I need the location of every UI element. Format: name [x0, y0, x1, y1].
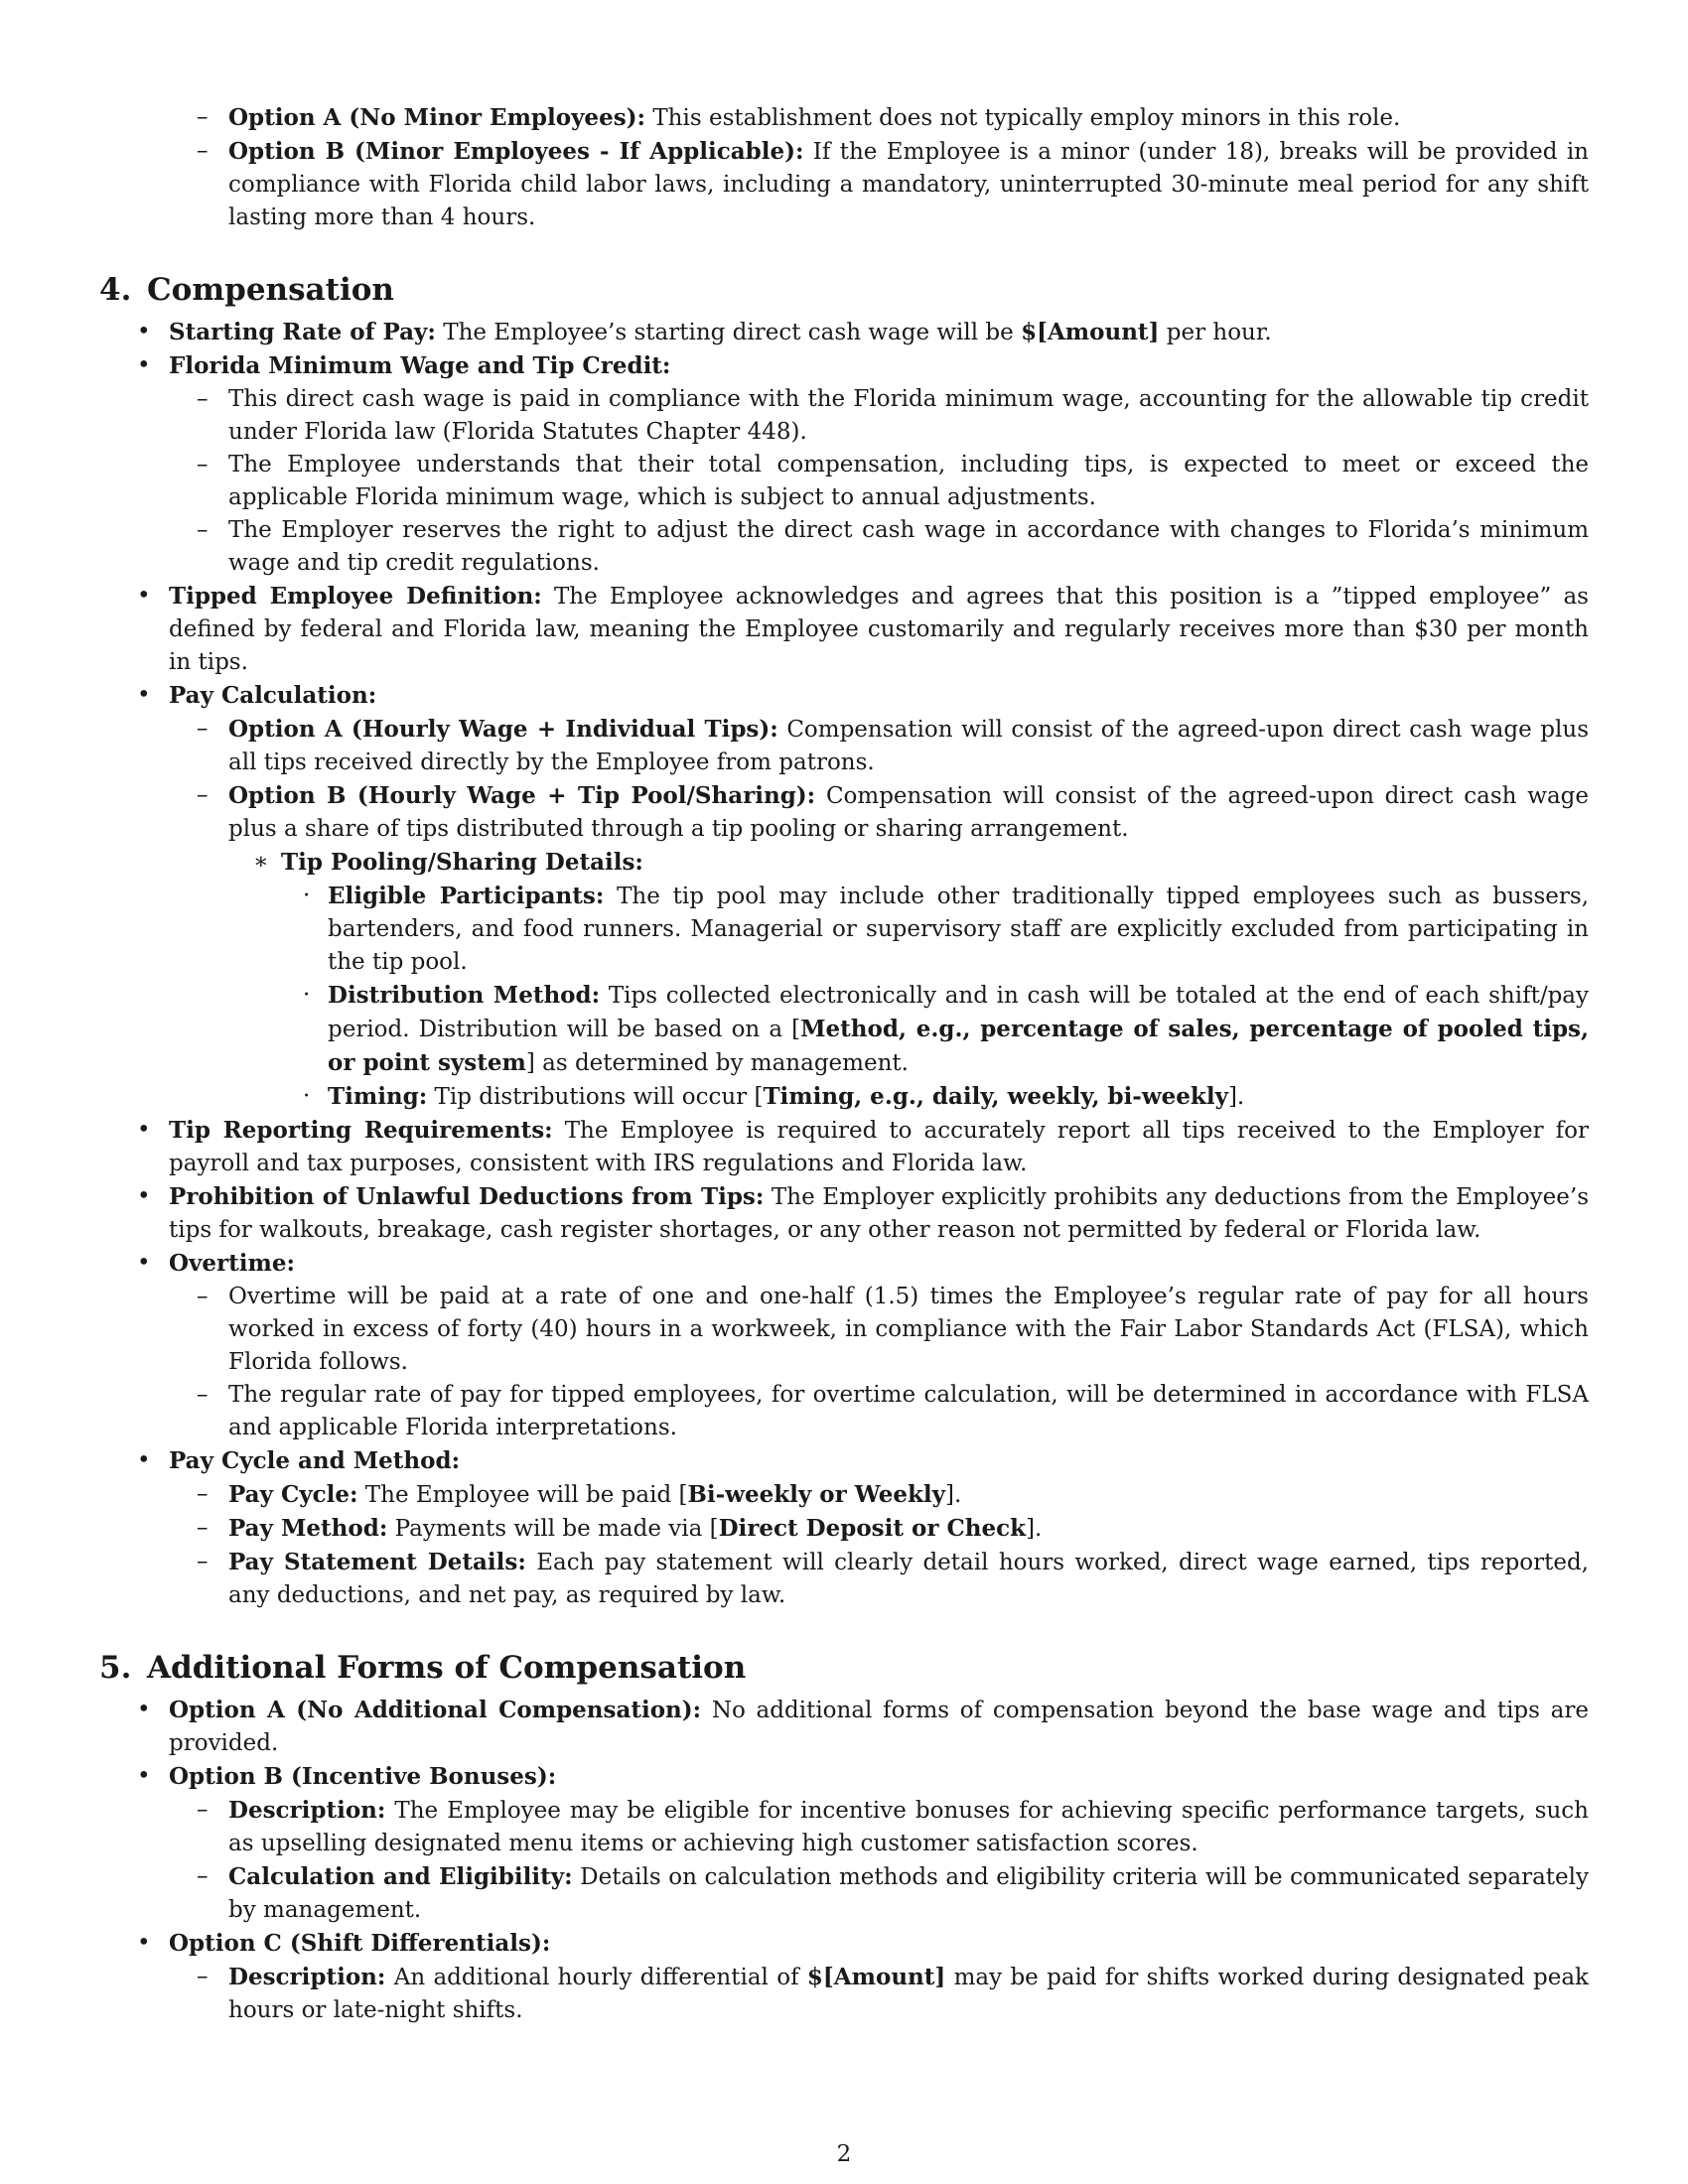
dash-bullet: – — [197, 716, 209, 742]
dash-bullet: – — [197, 138, 209, 164]
asterisk-bullet: ∗ — [253, 849, 269, 875]
list-item-prohibition: • Prohibition of Unlawful Deductions from Tips: The Employer explicitly prohibits any deductions from the Employee’s tips for walkouts, breakage, cash register shortages, or any other reason not permitted by federal or Florida law. — [99, 1180, 1589, 1247]
bullet: • — [137, 1183, 151, 1209]
bullet: • — [137, 352, 151, 378]
list-item-option-a: • Option A (No Additional Compensation): No additional forms of compensation beyond the base wage and tips are provided. — [99, 1694, 1589, 1760]
list-item: – Option A (No Minor Employees): This establishment does not typically employ minors in this role. — [99, 101, 1589, 135]
dash-bullet: – — [197, 1515, 209, 1541]
bullet: • — [137, 583, 151, 609]
dash-bullet: – — [197, 1481, 209, 1507]
list-item: ∗ Tip Pooling/Sharing Details: · Eligible Participants: The tip pool may include other traditionally tipped employees such as bussers, bartenders, and food runners. Managerial or supervisory staff are explicitly excluded from participating in the tip pool. · Distribution Method: Tips collected electronically and in cash will be totaled at the end of each shift/pay period. Distribution will be based on a [Method, e.g., percentage of sales, percentage of pooled tips, or point system] as determined by management. · Timing: Tip distributions will occur [Timing, e.g., daily, weekly, bi-weekly]. — [99, 846, 1589, 1114]
option-b-sublist — [99, 1794, 1589, 1927]
list-item: – Description: An additional hourly differential of $[Amount] may be paid for shifts worked during designated peak hours or late-night shifts. — [99, 1961, 1589, 2027]
dot-bullet: · — [303, 982, 311, 1008]
bullet: • — [137, 1930, 151, 1956]
compensation-list — [99, 316, 1589, 1612]
list-item-pay-cycle: • Pay Cycle and Method: – Pay Cycle: The Employee will be paid [Bi-weekly or Weekly]. – Pay Method: Payments will be made via [Direct Deposit or Check]. – Pay Statement Details: Each pay statement will clearly detail hours worked, direct wage earned, tips reported, any deductions, and net pay, as required by law. — [99, 1444, 1589, 1612]
list-item-tip-reporting: • Tip Reporting Requirements: The Employee is required to accurately report all tips received to the Employer for payroll and tax purposes, consistent with IRS regulations and Florida law. — [99, 1114, 1589, 1180]
dash-bullet: – — [197, 386, 209, 412]
list-item: – The Employer reserves the right to adjust the direct cash wage in accordance with changes to Florida’s minimum wage and tip credit regulations. — [99, 514, 1589, 580]
dash-bullet: – — [197, 1797, 209, 1823]
list-item: – Option A (Hourly Wage + Individual Tips): Compensation will consist of the agreed-upon direct cash wage plus all tips received directly by the Employee from patrons. — [99, 713, 1589, 779]
dot-bullet: · — [303, 1083, 311, 1109]
pool-details-sublist — [99, 880, 1589, 1114]
dash-bullet: – — [197, 782, 209, 808]
bullet: • — [137, 1697, 151, 1722]
list-item-option-c: • Option C (Shift Differentials): – Description: An additional hourly differential of $[Amount] may be paid for shifts worked during designated peak hours or late-night shifts. — [99, 1927, 1589, 2027]
list-item-starting-rate: • Starting Rate of Pay: The Employee’s starting direct cash wage will be $[Amount] per hour. — [99, 316, 1589, 349]
list-item: – This direct cash wage is paid in compliance with the Florida minimum wage, accounting for the allowable tip credit under Florida law (Florida Statutes Chapter 448). — [99, 383, 1589, 449]
list-item: – Option B (Minor Employees - If Applicable): If the Employee is a minor (under 18), breaks will be provided in compliance with Florida child labor laws, including a mandatory, uninterrupted 30-minute meal period for any shift lasting more than 4 hours. — [99, 135, 1589, 234]
list-item: · Distribution Method: Tips collected electronically and in cash will be totaled at the end of each shift/pay period. Distribution will be based on a [Method, e.g., percentage of sales, percentage of pooled tips, or point system] as determined by management. — [99, 979, 1589, 1080]
list-item: – Pay Cycle: The Employee will be paid [Bi-weekly or Weekly]. — [99, 1478, 1589, 1512]
dot-bullet: · — [303, 883, 311, 908]
dash-bullet: – — [197, 517, 209, 543]
minor-break-options — [99, 101, 1589, 234]
dash-bullet: – — [197, 1284, 209, 1309]
list-item-tipped-definition: • Tipped Employee Definition: The Employee acknowledges and agrees that this position is a ”tipped employee” as defined by federal and Florida law, meaning the Employee customarily and regularly receives more than $30 per month in tips. — [99, 580, 1589, 679]
list-item: – Calculation and Eligibility: Details on calculation methods and eligibility criteria will be communicated separately by management. — [99, 1860, 1589, 1927]
dash-bullet: – — [197, 1964, 209, 1989]
page-content — [99, 101, 1589, 2027]
pool-details-list — [99, 846, 1589, 1114]
dash-bullet: – — [197, 1382, 209, 1408]
bullet: • — [137, 1447, 151, 1473]
dash-bullet: – — [197, 452, 209, 478]
bullet: • — [137, 319, 151, 344]
bullet: • — [137, 682, 151, 708]
page-number: 2 — [836, 2141, 852, 2167]
list-item-min-wage: • Florida Minimum Wage and Tip Credit: – This direct cash wage is paid in compliance with the Florida minimum wage, accounting for the allowable tip credit under Florida law (Florida Statutes Chapter 448). – The Employee understands that their total compensation, including tips, is expected to meet or exceed the applicable Florida minimum wage, which is subject to annual adjustments. – The Employer reserves the right to adjust the direct cash wage in accordance with changes to Florida’s minimum wage and tip credit regulations. — [99, 349, 1589, 580]
bullet: • — [137, 1763, 151, 1789]
section-5-heading: 5. Additional Forms of Compensation — [99, 1650, 747, 1686]
list-item: – The regular rate of pay for tipped employees, for overtime calculation, will be determined in accordance with FLSA and applicable Florida interpretations. — [99, 1379, 1589, 1444]
list-item-pay-calculation: • Pay Calculation: – Option A (Hourly Wage + Individual Tips): Compensation will consist of the agreed-upon direct cash wage plus all tips received directly by the Employee from patrons. – Option B (Hourly Wage + Tip Pool/Sharing): Compensation will consist of the agreed-upon direct cash wage plus a share of tips distributed through a tip pooling or sharing arrangement. ∗ Tip Pooling/Sharing Details: · Eligible Participants: The tip pool may include other traditionally tipped employees such as bussers, bartenders, and food runners. Managerial or supervisory staff are explicitly excluded from participating in the tip pool. · Distribution Method: Tips collected electronically and in cash will be totaled at the end of each shift/pay period. Distribution will be based on a [Method, e.g., percentage of sales, percentage of pooled tips, or point system] as determined by management. · Timing: Tip distributions will occur [Timing, e.g., daily, weekly, bi-weekly]. — [99, 679, 1589, 1114]
list-item: – Pay Statement Details: Each pay statement will clearly detail hours worked, direct wage earned, tips reported, any deductions, and net pay, as required by law. — [99, 1546, 1589, 1612]
list-item: – Pay Method: Payments will be made via [Direct Deposit or Check]. — [99, 1512, 1589, 1546]
option-c-sublist — [99, 1961, 1589, 2027]
min-wage-sublist — [99, 383, 1589, 580]
section-4-heading: 4. Compensation — [99, 272, 394, 308]
pay-cycle-sublist — [99, 1478, 1589, 1612]
dash-bullet: – — [197, 1863, 209, 1889]
overtime-sublist — [99, 1281, 1589, 1444]
list-item: – The Employee understands that their total compensation, including tips, is expected to meet or exceed the applicable Florida minimum wage, which is subject to annual adjustments. — [99, 449, 1589, 514]
dash-bullet: – — [197, 104, 209, 130]
bullet: • — [137, 1250, 151, 1276]
list-item: – Description: The Employee may be eligible for incentive bonuses for achieving specific performance targets, such as upselling designated menu items or achieving high customer satisfaction scores. — [99, 1794, 1589, 1860]
additional-compensation-list — [99, 1694, 1589, 2027]
dash-bullet: – — [197, 1549, 209, 1574]
list-item-option-b: • Option B (Incentive Bonuses): – Description: The Employee may be eligible for incentive bonuses for achieving specific performance targets, such as upselling designated menu items or achieving high customer satisfaction scores. – Calculation and Eligibility: Details on calculation methods and eligibility criteria will be communicated separately by management. — [99, 1760, 1589, 1927]
list-item-overtime: • Overtime: – Overtime will be paid at a rate of one and one-half (1.5) times the Employee’s regular rate of pay for all hours worked in excess of forty (40) hours in a workweek, in compliance with the Fair Labor Standards Act (FLSA), which Florida follows. – The regular rate of pay for tipped employees, for overtime calculation, will be determined in accordance with FLSA and applicable Florida interpretations. — [99, 1247, 1589, 1444]
bullet: • — [137, 1117, 151, 1143]
list-item: – Overtime will be paid at a rate of one and one-half (1.5) times the Employee’s regular rate of pay for all hours worked in excess of forty (40) hours in a workweek, in compliance with the Fair Labor Standards Act (FLSA), which Florida follows. — [99, 1281, 1589, 1379]
list-item: – Option B (Hourly Wage + Tip Pool/Sharing): Compensation will consist of the agreed-upon direct cash wage plus a share of tips distributed through a tip pooling or sharing arrangement. ∗ Tip Pooling/Sharing Details: · Eligible Participants: The tip pool may include other traditionally tipped employees such as bussers, bartenders, and food runners. Managerial or supervisory staff are explicitly excluded from participating in the tip pool. · Distribution Method: Tips collected electronically and in cash will be totaled at the end of each shift/pay period. Distribution will be based on a [Method, e.g., percentage of sales, percentage of pooled tips, or point system] as determined by management. · Timing: Tip distributions will occur [Timing, e.g., daily, weekly, bi-weekly]. — [99, 779, 1589, 1114]
pay-calc-sublist — [99, 713, 1589, 1114]
list-item: · Eligible Participants: The tip pool may include other traditionally tipped employees such as bussers, bartenders, and food runners. Managerial or supervisory staff are explicitly excluded from participating in the tip pool. — [99, 880, 1589, 979]
list-item: · Timing: Tip distributions will occur [Timing, e.g., daily, weekly, bi-weekly]. — [99, 1080, 1589, 1114]
